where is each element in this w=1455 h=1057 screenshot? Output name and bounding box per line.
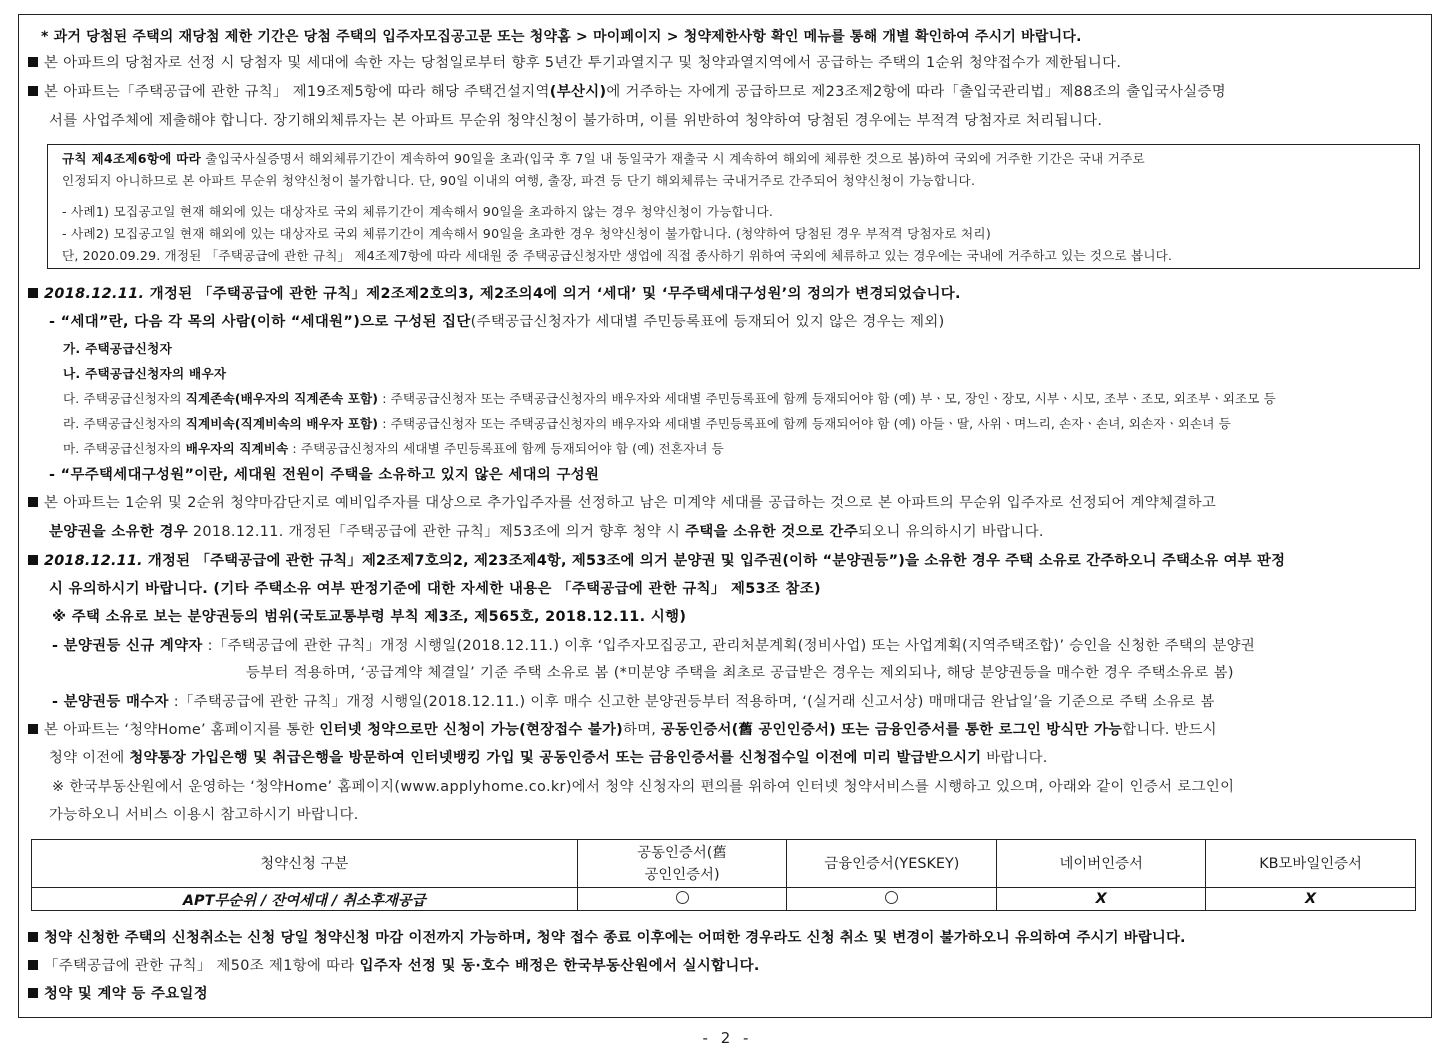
bullet-square-icon [28, 724, 38, 734]
bullet-square-icon [28, 86, 38, 96]
bullet-square-icon [28, 288, 38, 298]
new-contractor-rule-cont: 등부터 적용하며, ‘공급계약 체결일’ 기준 주택 소유로 봄 (*미분양 주택을 최초로 공급받은 경우는 제외되나, 해당 분양권등을 매수한 경우 주택소유로 봄) [246, 665, 1234, 681]
bullet-main-schedule [28, 984, 208, 1004]
member-b: 나. 주택공급신청자의 배우자 [63, 366, 227, 381]
bullet-text: 본 아파트는「주택공급에 관한 규칙」 제19조제5항에 따라 해당 주택건설지역 [44, 84, 550, 100]
bullet-household-definition [28, 284, 961, 304]
emphasis: 인터넷 청약으로만 신청이 가능(현장접수 불가) [319, 722, 623, 738]
rule-text: :「주택공급에 관한 규칙」개정 시행일(2018.12.11.) 이후 매수 신고한 분양권등부터 적용하며, ‘(실거래 신고서상) 매매대금 완납일’을 기준으로 주택 소유로 봄 [168, 694, 1215, 710]
bullet-square-icon [28, 497, 38, 507]
text: 2018.12.11. 개정된「주택공급에 관한 규칙」제53조에 의거 향후 청약 시 [187, 524, 686, 540]
text: 「주택공급에 관한 규칙」 제50조 제1항에 따라 [44, 958, 360, 974]
homeless-member-definition: - “무주택세대구성원”이란, 세대원 전원이 주택을 소유하고 있지 않은 세대의 구성원 [49, 467, 600, 483]
bullet-cancel-application [28, 928, 1186, 948]
box-rule-ref: 규칙 제4조제6항에 따라 [62, 151, 202, 166]
notice-previous-win: * 과거 당첨된 주택의 재당첨 제한 기간은 당첨 주택의 입주자모집공고문 또는 청약홈 > 마이페이지 > 청약제한사항 확인 메뉴를 통해 개별 확인하여 주시기 바랍니다. [41, 29, 1082, 45]
text: 되오니 유의하시기 바랍니다. [858, 524, 1044, 540]
bullet-residency-cont: 서를 사업주체에 제출해야 합니다. 장기해외체류자는 본 아파트 무순위 청약신청이 불가하며, 이를 위반하여 청약하여 당첨된 경우에는 부적격 당첨자로 처리됩니다. [49, 113, 1103, 129]
member-desc: : 주택공급신청자 또는 주택공급신청자의 배우자와 세대별 주민등록표에 함께 등재되어야 함 (예) 아들ㆍ딸, 사위ㆍ며느리, 손자ㆍ손녀, 외손자ㆍ외손녀 등 [378, 416, 1231, 431]
bullet-unsold-units [28, 493, 1216, 513]
table-row [32, 888, 1416, 911]
header-financial-cert: 금융인증서(YESKEY) [787, 840, 997, 888]
applyhome-note-cont: 가능하오니 서비스 이용시 참고하시기 바랍니다. [49, 807, 359, 823]
bullet-text-cont: 에 거주하는 자에게 공급하므로 제23조제2항에 따라「출입국관리법」제88조의 출입국사실증명 [606, 84, 1226, 100]
date-highlight: 2018.12.11. [44, 553, 143, 569]
member-c [63, 389, 1276, 409]
header-naver-cert: 네이버인증서 [997, 840, 1206, 888]
presale-rights-scope: ※ 주택 소유로 보는 분양권등의 범위(국토교통부령 부칙 제3조, 제565호, 2018.12.11. 시행) [52, 609, 687, 625]
box-line-2: 인정되지 아니하므로 본 아파트 무순위 청약신청이 불가합니다. 단, 90일 이내의 여행, 출장, 파견 등 단기 해외체류는 국내거주로 간주되어 청약신청이 가능합니다. [62, 173, 976, 188]
emphasis: 주택을 소유한 것으로 간주 [685, 524, 859, 540]
member-d [63, 414, 1231, 434]
box-exception: 단, 2020.09.29. 개정된 「주택공급에 관한 규칙」 제4조제7항에 따라 세대원 중 주택공급신청자만 생업에 직접 종사하기 위하여 국외에 체류하고 있는 경우에는 국내에 거주하고 있는 것으로 봅니다. [62, 248, 1173, 263]
kb-cert-unavailable: X [1206, 888, 1416, 911]
bullet-presale-rights-cont: 시 유의하시기 바랍니다. (기타 주택소유 여부 판정기준에 대한 자세한 내용은 「주택공급에 관한 규칙」 제53조 참조) [49, 581, 821, 597]
region-highlight: (부산시) [549, 84, 607, 100]
header-joint-cert [577, 840, 787, 888]
certificate-table [31, 839, 1416, 911]
bullet-square-icon [28, 960, 38, 970]
row-application-type: APT무순위 / 잔여세대 / 취소후재공급 [32, 888, 578, 911]
rule-title: - 분양권등 매수자 [52, 694, 169, 710]
bullet-residency [28, 82, 1226, 102]
member-e [63, 439, 724, 459]
new-contractor-rule [52, 636, 1255, 656]
header-joint-cert-line2: 공인인증서) [644, 866, 720, 883]
text: 바랍니다. [981, 750, 1048, 766]
bullet-text: 개정된 「주택공급에 관한 규칙」제2조제7호의2, 제23조제4항, 제53조에 의거 분양권 및 입주권(이하 “분양권등”)을 소유한 경우 주택 소유로 간주하오니 주택소유 여부 판정 [142, 553, 1286, 569]
section-title: 청약 및 계약 등 주요일정 [44, 986, 208, 1002]
bullet-text: 본 아파트의 당첨자로 선정 시 당첨자 및 세대에 속한 자는 당첨일로부터 향후 5년간 투기과열지구 및 청약과열지역에서 공급하는 주택의 1순위 청약접수가 제한됩니다. [44, 55, 1122, 71]
bullet-internet-application-cont [49, 748, 1048, 768]
text: 하며, [622, 722, 661, 738]
member-a: 가. 주택공급신청자 [63, 341, 172, 356]
text: 합니다. 반드시 [1122, 722, 1217, 738]
household-definition [49, 312, 945, 332]
naver-cert-unavailable: X [997, 888, 1206, 911]
bullet-text: 청약 신청한 주택의 신청취소는 신청 당일 청약신청 마감 이전까지 가능하며, 청약 접수 종료 이후에는 어떠한 경우라도 신청 취소 및 변경이 불가하오니 유의하여 주시기 바랍니다. [44, 930, 1186, 946]
box-case-2: - 사례2) 모집공고일 현재 해외에 있는 대상자로 국외 체류기간이 계속해서 90일을 초과한 경우 청약신청이 불가합니다. (청약하여 당첨된 경우 부적격 당첨자로 처리) [62, 226, 991, 241]
emphasis: 청약통장 가입은행 및 취급은행을 방문하여 인터넷뱅킹 가입 및 공동인증서 또는 금융인증서를 신청접수일 이전에 미리 발급받으시기 [129, 750, 982, 766]
financial-cert-available [787, 888, 997, 911]
table-header-row [32, 840, 1416, 888]
bullet-selection-agency [28, 956, 760, 976]
applyhome-note: ※ 한국부동산원에서 운영하는 ‘청약Home’ 홈페이지(www.applyhome.co.kr)에서 청약 신청자의 편의를 위하여 인터넷 청약서비스를 시행하고 있으며, 아래와 같이 인증서 로그인이 [52, 779, 1235, 795]
member-type: 배우자의 직계비속 [185, 441, 289, 456]
bullet-internet-application [28, 720, 1217, 740]
bullet-square-icon [28, 932, 38, 942]
header-joint-cert-line1: 공동인증서(舊 [637, 844, 727, 861]
bullet-winner-restriction [28, 53, 1121, 73]
date-highlight: 2018.12.11. [44, 286, 145, 302]
text: 청약 이전에 [49, 750, 130, 766]
buyer-rule [52, 692, 1215, 712]
bullet-square-icon [28, 988, 38, 998]
member-prefix: 마. 주택공급신청자의 [63, 441, 186, 456]
box-case-1: - 사례1) 모집공고일 현재 해외에 있는 대상자로 국외 체류기간이 계속해서 90일을 초과하지 않는 경우 청약신청이 가능합니다. [62, 204, 774, 219]
joint-cert-available [577, 888, 787, 911]
bullet-text: 개정된 「주택공급에 관한 규칙」제2조제2호의3, 제2조의4에 의거 ‘세대’ 및 ‘무주택세대구성원’의 정의가 변경되었습니다. [144, 286, 961, 302]
rule-title: - 분양권등 신규 계약자 [52, 638, 203, 654]
box-line-1 [62, 149, 1145, 169]
emphasis: 입주자 선정 및 동·호수 배정은 한국부동산원에서 실시합니다. [359, 958, 760, 974]
rule-text: :「주택공급에 관한 규칙」개정 시행일(2018.12.11.) 이후 ‘입주자모집공고, 관리처분계획(정비사업) 또는 사업계획(지역주택조합)’ 승인을 신청한 주택의 분양권 [202, 638, 1256, 654]
definition-note: (주택공급신청자가 세대별 주민등록표에 등재되어 있지 않은 경우는 제외) [470, 314, 945, 330]
member-prefix: 다. 주택공급신청자의 [63, 391, 186, 406]
member-desc: : 주택공급신청자 또는 주택공급신청자의 배우자와 세대별 주민등록표에 함께 등재되어야 함 (예) 부ㆍ모, 장인ㆍ장모, 시부ㆍ시모, 조부ㆍ조모, 외조부ㆍ외조모 등 [378, 391, 1276, 406]
member-type: 직계존속(배우자의 직계존속 포함) [185, 391, 379, 406]
definition-text: - “세대”란, 다음 각 목의 사람(이하 “세대원”)으로 구성된 집단 [49, 314, 471, 330]
bullet-unsold-units-cont [49, 522, 1044, 542]
available-circle-icon [676, 891, 689, 904]
bullet-square-icon [28, 57, 38, 67]
text: 본 아파트는 ‘청약Home’ 홈페이지를 통한 [44, 722, 320, 738]
bullet-presale-rights [28, 551, 1285, 571]
bullet-square-icon [28, 555, 38, 565]
bullet-text: 본 아파트는 1순위 및 2순위 청약마감단지로 예비입주자를 대상으로 추가입주자를 선정하고 남은 미계약 세대를 공급하는 것으로 본 아파트의 무순위 입주자로 선정되어 계약체결하고 [44, 495, 1217, 511]
page-number: - 2 - [702, 1029, 753, 1047]
member-prefix: 라. 주택공급신청자의 [63, 416, 186, 431]
available-circle-icon [885, 891, 898, 904]
member-desc: : 주택공급신청자의 세대별 주민등록표에 함께 등재되어야 함 (예) 전혼자녀 등 [288, 441, 724, 456]
emphasis: 공동인증서(舊 공인인증서) 또는 금융인증서를 통한 로그인 방식만 가능 [660, 722, 1123, 738]
emphasis: 분양권을 소유한 경우 [49, 524, 188, 540]
member-type: 직계비속(직계비속의 배우자 포함) [185, 416, 379, 431]
header-application-type: 청약신청 구분 [32, 840, 578, 888]
box-text: 출입국사실증명서 해외체류기간이 계속하여 90일을 초과(입국 후 7일 내 동일국가 재출국 시 계속하여 해외에 체류한 것으로 봄)하여 국외에 거주한 기간은 국내 거주로 [201, 151, 1145, 166]
header-kb-cert: KB모바일인증서 [1206, 840, 1416, 888]
